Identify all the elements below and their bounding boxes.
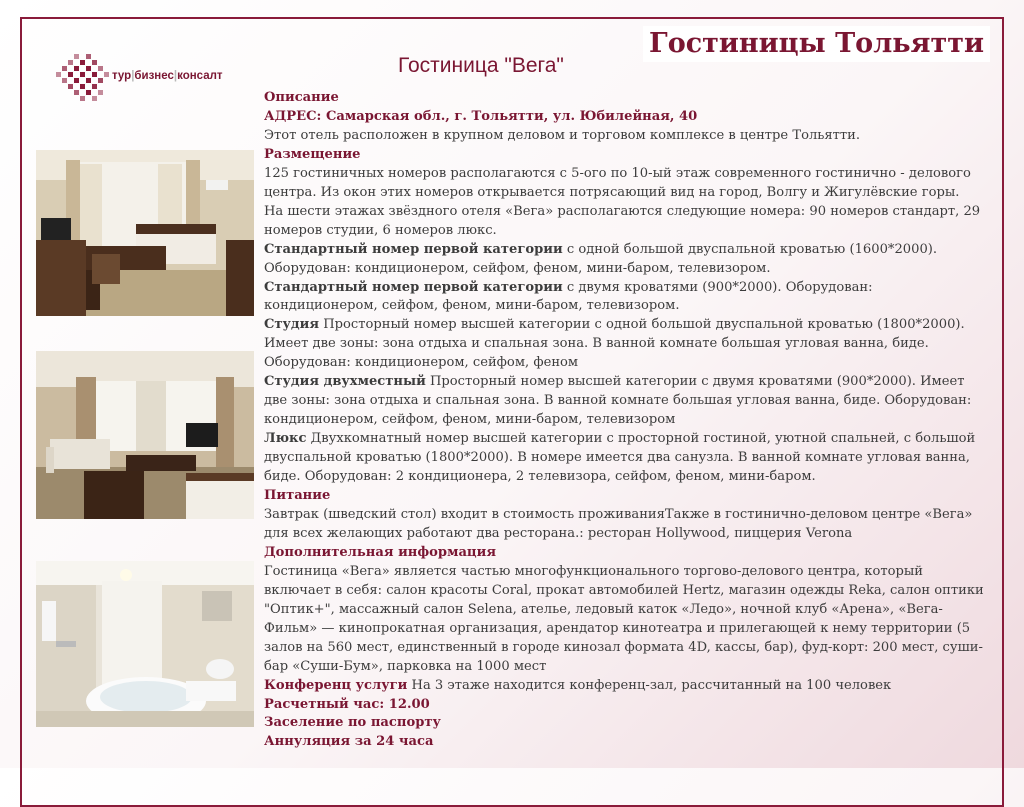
heading-additional-info: Дополнительная информация xyxy=(264,544,496,560)
checkin-rule: Заселение по паспорту xyxy=(264,715,441,731)
room-standard-twin xyxy=(264,279,984,317)
photo-studio-room xyxy=(36,351,254,519)
accommodation-text-2: На шести этажах звёздного отеля «Вега» располагаются следующие номера: 90 номеров стандарт, 29 номеров студии, 6 номеров люкс. xyxy=(264,203,981,238)
room-name: Люкс xyxy=(264,431,307,447)
description-text: Этот отель расположен в крупном деловом и торговом комплексе в центре Тольятти. xyxy=(264,127,861,143)
room-name: Студия двухместный xyxy=(264,374,426,390)
room-name: Стандартный номер первой категории xyxy=(264,241,563,257)
page-title: Гостиницы Тольятти xyxy=(643,26,990,62)
conference-label: Конференц услуги xyxy=(264,677,408,693)
cancellation-rule: Аннуляция за 24 часа xyxy=(264,734,434,750)
room-standard-double xyxy=(264,241,984,279)
heading-description: Описание xyxy=(264,90,339,105)
room-text: Просторный номер высшей категории с одной большой двуспальной кроватью (1800*2000). Имеет две зоны: зона отдыха и спальная зона. В ванной комнате большая угловая ванна, биде. Оборудован: кондиционером, сейфом, феном xyxy=(264,317,965,371)
food-text: Завтрак (шведский стол) входит в стоимость проживанияТакже в гостинично-деловом центре «Вега» для всех желающих работают два ресторана.: ресторан Hollywood, пиццерия Verona xyxy=(264,506,973,541)
logo-wordmark: тур|бизнес|консалт xyxy=(112,70,223,82)
hotel-description xyxy=(264,89,984,752)
heading-food: Питание xyxy=(264,488,331,504)
conference-text: На 3 этаже находится конференц-зал, рассчитанный на 100 человек xyxy=(407,677,892,693)
room-text: Просторный номер высшей категории с двумя кроватями (900*2000). Имеет две зоны: зона отдыха и спальная зона. В ванной комнате большая угловая ванна, биде. Оборудован: кондиционером, сейфом, феном, мини-баром, телевизором xyxy=(264,374,972,428)
room-name: Стандартный номер первой категории xyxy=(264,279,563,295)
hotel-title: Гостиница "Вега" xyxy=(398,54,564,77)
room-text: с одной большой двуспальной кроватью (1600*2000). Оборудован: кондиционером, сейфом, феном, мини-баром, телевизором. xyxy=(264,241,938,276)
conference-services xyxy=(264,677,984,696)
room-studio xyxy=(264,316,984,373)
additional-info-text: Гостиница «Вега» является частью многофункционального торгово-делового центра, который включает в себя: салон красоты Coral, прокат автомобилей Hertz, магазин одежды Reka, салон оптики "Оптик+", массажный салон Selena, ателье, ледовый каток «Ледо», ночной клуб «Арена», «Вега-Фильм» — кинопрокатная организация, арендатор кинотеатра и прилегающей к нему территории (5 залов на 560 мест, единственный в городе кинозал формата 4D, кассы, бар), фуд-корт: 200 мест, суши-бар «Суши-Бум», парковка на 1000 мест xyxy=(264,563,984,674)
company-logo xyxy=(52,52,242,106)
checkout-time: Расчетный час: 12.00 xyxy=(264,696,430,712)
room-text: с двумя кроватями (900*2000). Оборудован: кондиционером, сейфом, феном, мини-баром, телевизором. xyxy=(264,279,873,314)
accommodation-text-1: 125 гостиничных номеров располагаются с 5-ого по 10-ый этаж современного гостинично - делового центра. Из окон этих номеров открывается потрясающий вид на город, Волгу и Жигулёвские горы. xyxy=(264,165,971,200)
room-studio-twin xyxy=(264,373,984,430)
logo-dots-icon xyxy=(56,54,109,101)
photo-standard-room xyxy=(36,150,254,316)
address: АДРЕС: Самарская обл., г. Тольятти, ул. Юбилейная, 40 xyxy=(264,108,698,124)
room-text: Двухкомнатный номер высшей категории с просторной гостиной, уютной спальней, с большой двуспальной кроватью (1800*2000). В номере имеется два санузла. В ванной комнате угловая ванна, биде. Оборудован: 2 кондиционера, 2 телевизора, сейфом, феном, мини-баром. xyxy=(264,431,976,485)
room-suite xyxy=(264,430,984,487)
room-name: Студия xyxy=(264,317,320,333)
photo-bathroom xyxy=(36,561,254,727)
heading-accommodation: Размещение xyxy=(264,146,361,162)
